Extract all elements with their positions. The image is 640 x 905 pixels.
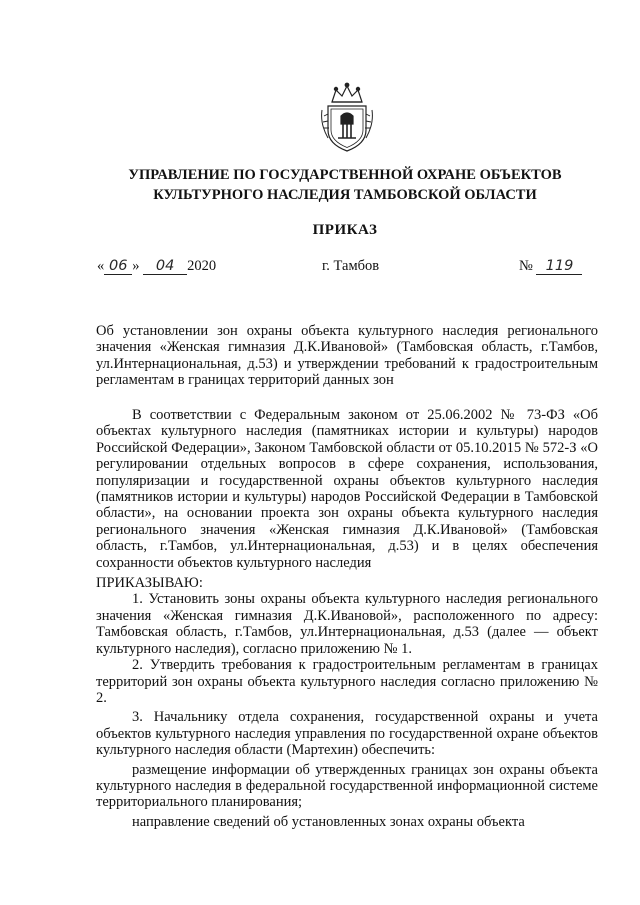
number-label: №: [519, 258, 533, 274]
order-subject: Об установлении зон охраны объекта культурного наследия регионального значения «Женская гимназия Д.К.Ивановой» (Тамбовская область, г.Тамбов, ул.Интернациональная, д.53) и утверждении требований к градостроительным регламентам в границах территорий данных зон: [96, 323, 598, 389]
order-item-1: 1. Установить зоны охраны объекта культурного наследия регионального значения «Женская гимназия Д.К.Ивановой», расположенного по адресу: Тамбовская область, г.Тамбов, ул.Интернациональная, д.53 (далее — объект культурного наследия), согласно приложению № 1.: [96, 591, 598, 657]
document-type-title: ПРИКАЗ: [312, 222, 378, 238]
agency-name-line-1: УПРАВЛЕНИЕ ПО ГОСУДАРСТВЕННОЙ ОХРАНЕ ОБЪЕКТОВ: [128, 167, 562, 183]
number-value: 119: [536, 258, 582, 275]
order-item-3: 3. Начальнику отдела сохранения, государственной охраны и учета объектов культурного наследия управления по государственной охране объектов культурного наследия области (Мартехин) обеспечить:: [96, 709, 598, 759]
order-number: [519, 258, 582, 275]
order-date: [97, 258, 216, 275]
date-close-quote: »: [132, 258, 140, 274]
tambov-coat-of-arms-icon: [318, 80, 376, 154]
order-item-3-sub-1: размещение информации об утвержденных границах зон охраны объекта культурного наследия в федеральной государственной информационной системе территориального планирования;: [96, 761, 598, 811]
issue-city: г. Тамбов: [322, 258, 380, 274]
date-day: 06: [104, 258, 132, 275]
date-year: 2020: [187, 258, 217, 274]
order-item-2: 2. Утвердить требования к градостроительным регламентам в границах территорий зон охраны объекта культурного наследия согласно приложению № 2.: [96, 657, 598, 706]
order-body: [96, 407, 598, 830]
preamble-paragraph: В соответствии с Федеральным законом от 25.06.2002 № 73-ФЗ «Об объектах культурного наследия (памятниках истории и культуры) народов Российской Федерации», Законом Тамбовской области от 05.10.2015 № 572-З «О регулировании отдельных вопросов в сфере сохранения, использования, популяризации и государственной охраны объектов культурного наследия (памятников истории и культуры) народов Российской Федерации в Тамбовской области», на основании проекта зон охраны объекта культурного наследия регионального значения «Женская гимназия Д.К.Ивановой» (Тамбовская область, г.Тамбов, ул.Интернациональная, д.53) и в целях обеспечения сохранности объектов культурного наследия: [96, 407, 598, 571]
decree-word: ПРИКАЗЫВАЮ:: [96, 575, 203, 592]
date-open-quote: «: [97, 258, 105, 274]
agency-name-line-2: КУЛЬТУРНОГО НАСЛЕДИЯ ТАМБОВСКОЙ ОБЛАСТИ: [153, 187, 537, 203]
date-month: 04: [143, 258, 187, 275]
order-item-3-sub-2: направление сведений об установленных зонах охраны объекта: [132, 813, 525, 830]
